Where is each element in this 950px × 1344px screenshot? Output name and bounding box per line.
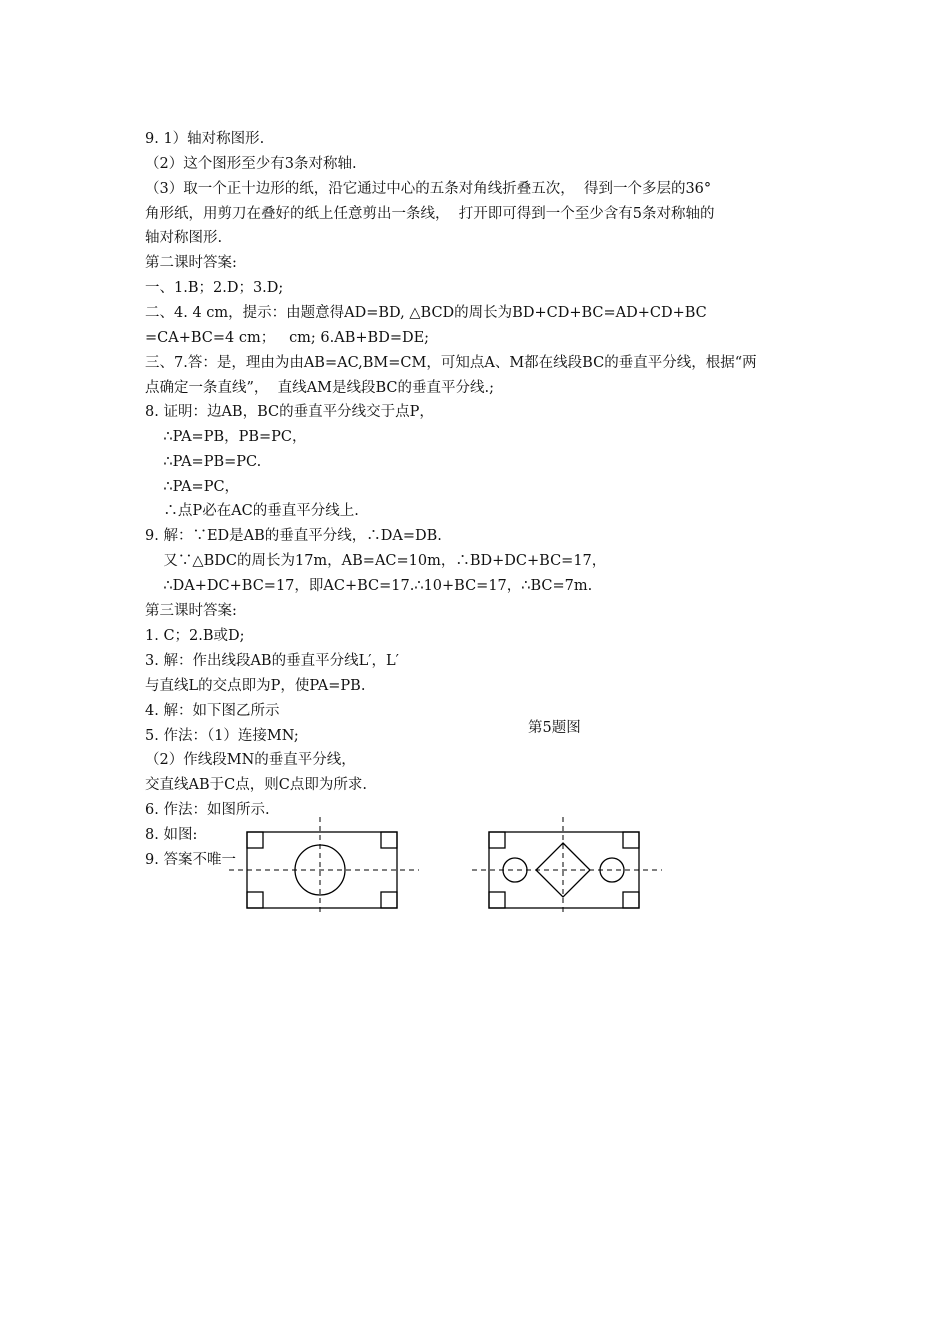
- text-line: 9. 1）轴对称图形.: [145, 131, 265, 147]
- text-line: 轴对称图形.: [145, 230, 223, 246]
- text-line: 3. 解：作出线段AB的垂直平分线L′，L′: [145, 653, 399, 669]
- text-line: 9. 解：∵ED是AB的垂直平分线，∴DA=DB.: [145, 528, 442, 544]
- section-heading: 第三课时答案:: [145, 603, 237, 619]
- symmetric-figure-circle: [225, 815, 425, 915]
- text-line: 交直线AB于C点，则C点即为所求.: [145, 777, 367, 793]
- text-line: 4. 解：如下图乙所示: [145, 703, 280, 719]
- text-line: 角形纸，用剪刀在叠好的纸上任意剪出一条线， 打开即可得到一个至少含有5条对称轴的: [145, 206, 715, 222]
- text-line: 又∵△BDC的周长为17m，AB=AC=10m，∴BD+DC+BC=17，: [145, 553, 607, 569]
- text-line: 8. 证明：边AB，BC的垂直平分线交于点P，: [145, 404, 434, 420]
- text-line: ∴DA+DC+BC=17，即AC+BC=17.∴10+BC=17，∴BC=7m.: [145, 578, 593, 594]
- text-line: 1. C；2.B或D;: [145, 628, 245, 644]
- text-line: 5. 作法：（1）连接MN;: [145, 728, 299, 744]
- text-line: =CA+BC=4 cm； cm; 6.AB+BD=DE;: [145, 330, 430, 346]
- text-line: ∴PA=PC，: [145, 479, 240, 495]
- text-line: 9. 答案不唯一: [145, 852, 236, 868]
- text-line: 6. 作法：如图所示.: [145, 802, 270, 818]
- text-line: 点确定一条直线”， 直线AM是线段BC的垂直平分线.;: [145, 380, 494, 396]
- text-line: 三、7.答：是，理由为由AB=AC,BM=CM，可知点A、M都在线段BC的垂直平分线，根据“两: [145, 355, 757, 371]
- text-line: 二、4. 4 cm，提示：由题意得AD=BD, △BCD的周长为BD+CD+BC=AD+CD+BC: [145, 305, 707, 321]
- text-line: ∴点P必在AC的垂直平分线上.: [145, 503, 359, 519]
- section-heading: 第二课时答案:: [145, 255, 237, 271]
- text-line: 与直线L的交点即为P，使PA=PB.: [145, 678, 366, 694]
- figure-caption: 第5题图: [528, 720, 581, 736]
- text-line: ∴PA=PB=PC.: [145, 454, 262, 470]
- text-line: （2）作线段MN的垂直平分线，: [145, 752, 356, 768]
- text-line: （2）这个图形至少有3条对称轴.: [145, 156, 357, 172]
- text-line: 8. 如图:: [145, 827, 198, 843]
- text-line: 一、1.B；2.D；3.D;: [145, 280, 284, 296]
- text-line: ∴PA=PB，PB=PC，: [145, 429, 307, 445]
- symmetric-figure-diamond: [470, 815, 670, 915]
- text-line: （3）取一个正十边形的纸，沿它通过中心的五条对角线折叠五次， 得到一个多层的36°: [145, 181, 712, 197]
